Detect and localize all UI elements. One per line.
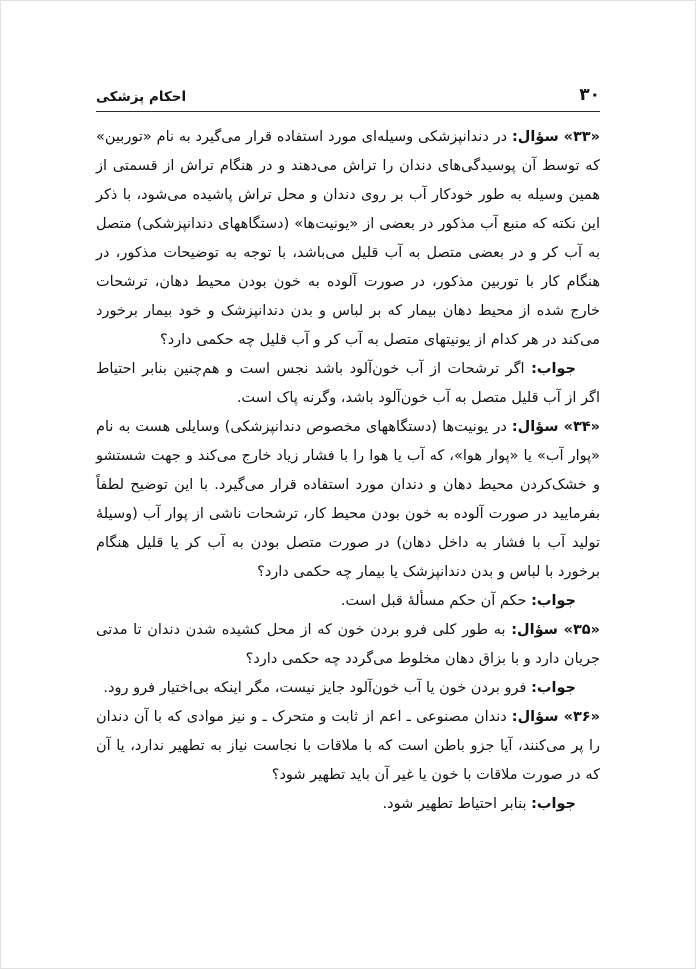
page-body xyxy=(96,123,600,819)
answer-36 xyxy=(96,790,600,819)
question-33 xyxy=(96,123,600,355)
answer-text: اگر ترشحات از آب خون‌آلود باشد نجس است و هم‌چنین بنابر احتیاط اگر از آب قلیل متصل به آب خون‌آلود باشد، وگرنه پاک است. xyxy=(96,361,600,406)
answer-33 xyxy=(96,355,600,413)
question-number: «۳۴» xyxy=(563,419,601,435)
page-header xyxy=(96,87,600,112)
answer-text: فرو بردن خون یا آب خون‌آلود جایز نیست، مگر اینکه بی‌اختیار فرو رود. xyxy=(103,680,527,696)
question-label: سؤال: xyxy=(511,622,558,638)
answer-label: جواب: xyxy=(531,680,576,696)
question-text: دندان مصنوعی ـ اعم از ثابت و متحرک ـ و نیز موادی که با آن دندان را پر می‌کنند، آیا جزو باطن است که با ملاقات با نجاست نیاز به تطهیر ندارد، یا آن که در صورت ملاقات با خون یا غیر آن باید تطهیر شود؟ xyxy=(96,709,600,783)
question-34 xyxy=(96,413,600,587)
answer-label: جواب: xyxy=(531,361,576,377)
question-text: در یونیت‌ها (دستگاههای مخصوص دندانپزشکی) وسایلی هست به نام «پوار آب» یا «پوار هوا»، که آب یا هوا را با فشار زیاد خارج می‌کند و جهت شستشو و خشک‌کردن محیط دهان و دندان مورد استفاده قرار می‌گیرد. با این توضیح لطفاً بفرمایید در صورت آلوده به خون بودن محیط کار، ترشحات ناشی از پوار آب (وسیلهٔ تولید آب با فشار به داخل دهان) در صورت متصل بودن به آب کر یا قلیل هنگام برخورد با لباس و بدن دندانپزشک یا بیمار چه حکمی دارد؟ xyxy=(96,419,600,580)
question-35 xyxy=(96,616,600,674)
answer-label: جواب: xyxy=(531,593,576,609)
answer-label: جواب: xyxy=(531,796,576,812)
running-title: احکام پزشکی xyxy=(96,88,187,105)
answer-text: حکم آن حکم مسألهٔ قبل است. xyxy=(340,593,527,609)
question-label: سؤال: xyxy=(512,129,559,145)
answer-text: بنابر احتیاط تطهیر شود. xyxy=(382,796,527,812)
question-label: سؤال: xyxy=(511,709,559,725)
question-number: «۳۳» xyxy=(563,129,601,145)
answer-35 xyxy=(96,674,600,703)
question-number: «۳۶» xyxy=(563,709,601,725)
page-number: ۳۰ xyxy=(579,85,600,105)
question-number: «۳۵» xyxy=(563,622,601,638)
question-label: سؤال: xyxy=(511,419,559,435)
answer-34 xyxy=(96,587,600,616)
question-36 xyxy=(96,703,600,790)
question-text: در دندانپزشکی وسیله‌ای مورد استفاده قرار می‌گیرد به نام «توربین» که توسط آن پوسیدگی‌های دندان را تراش می‌دهند و در هنگام تراش از قسمتی از همین وسیله به طور خودکار آب بر روی دندان و محل تراش پاشیده می‌شود، با ذکر این نکته که منبع آب مذکور در بعضی از «یونیت‌ها» (دستگاههای دندانپزشکی) متصل به آب کر و در بعضی متصل به آب قلیل می‌باشد، با توجه به توضیحات مذکور، در هنگام کار با توربین مذکور، در صورت آلوده به خون بودن محیط دهان، ترشحات خارج شده از محیط دهان بیمار که بر لباس و بدن دندانپزشک و خود بیمار برخورد می‌کند در هر کدام از یونیتهای متصل به آب کر و آب قلیل چه حکمی دارد؟ xyxy=(96,129,600,348)
question-text: به طور کلی فرو بردن خون که از محل کشیده شدن دندان تا مدتی جریان دارد و با بزاق دهان مخلوط می‌گردد چه حکمی دارد؟ xyxy=(96,622,600,667)
